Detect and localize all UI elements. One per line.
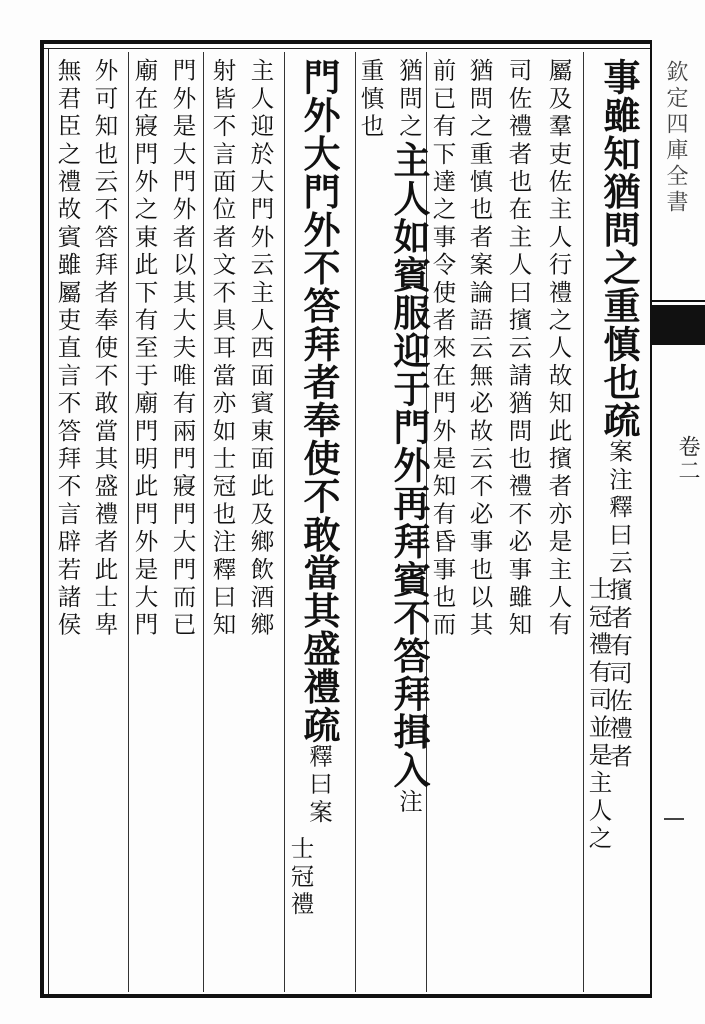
text-column-3	[544, 58, 573, 640]
commentary-text: 釋曰案	[305, 743, 333, 827]
text-column-9	[297, 58, 341, 827]
text-column-14	[130, 58, 159, 640]
commentary-text: 無君臣之禮故賓雖屬吏直言不答拜不言辟若諸侯	[53, 58, 82, 640]
commentary-text: 猶問之重慎也者案論語云無必故云不必事也以其	[465, 58, 494, 640]
main-text: 主人如賓服迎于門外再拜賓不答拜揖入	[387, 141, 431, 789]
commentary-text: 案注釋曰云擯者有司佐禮者	[605, 439, 633, 772]
column-rule	[355, 52, 356, 992]
fishtail-block	[652, 305, 705, 345]
column-rule	[203, 52, 204, 992]
text-column-11	[246, 58, 275, 640]
margin-mark	[664, 818, 684, 820]
zhu-marker: 注	[395, 788, 423, 817]
text-column-7	[387, 58, 431, 817]
frame-left-inner-border	[48, 48, 49, 994]
volume-label: 卷二	[675, 435, 700, 483]
text-column-5	[465, 58, 494, 640]
text-column-8	[356, 58, 385, 142]
fishtail-line	[652, 300, 705, 302]
text-column-4	[504, 58, 533, 640]
shu-marker: 疏	[297, 705, 341, 744]
commentary-text: 射皆不言面位者文不具耳當亦如士冠也注釋曰知	[208, 58, 237, 640]
text-column-12	[208, 58, 237, 640]
commentary-text: 前已有下達之事令使者來在門外是知有昏事也而	[428, 58, 457, 640]
commentary-text: 主人迎於大門外云主人西面賓東面此及鄉飲酒鄉	[246, 58, 275, 640]
commentary-text: 屬及羣吏佐主人行禮之人故知此擯者亦是主人有	[544, 58, 573, 640]
commentary-text: 士冠禮	[286, 836, 315, 920]
shu-marker: 疏	[597, 400, 641, 440]
column-rule	[284, 52, 285, 992]
frame-bottom-border	[40, 994, 652, 998]
frame-left-border	[40, 40, 44, 998]
commentary-text: 重慎也	[356, 58, 385, 142]
main-text: 事雖知猶問之重慎也	[597, 58, 641, 401]
text-column-10	[286, 836, 315, 920]
column-rule	[128, 52, 129, 992]
margin-title: 欽定四庫全書	[663, 60, 688, 216]
frame-top-border	[40, 40, 652, 44]
text-column-13	[168, 58, 197, 640]
commentary-text: 司佐禮者也在主人曰擯云請猶問也禮不必事雖知	[504, 58, 533, 640]
commentary-text: 廟在寢門外之東此下有至于廟門明此門外是大門	[130, 58, 159, 640]
commentary-text: 外可知也云不答拜者奉使不敢當其盛禮者此士卑	[90, 58, 119, 640]
text-column-15	[90, 58, 119, 640]
commentary-text: 猶問之	[395, 58, 423, 142]
text-column-2	[584, 576, 613, 853]
commentary-text: 門外是大門外者以其大夫唯有兩門寢門大門而已	[168, 58, 197, 640]
commentary-text: 士冠禮有司並是主人之	[584, 576, 613, 853]
main-text: 門外大門外不答拜者奉使不敢當其盛禮	[297, 58, 341, 706]
frame-top-inner-border	[40, 48, 652, 49]
text-column-6	[428, 58, 457, 640]
text-column-16	[53, 58, 82, 640]
